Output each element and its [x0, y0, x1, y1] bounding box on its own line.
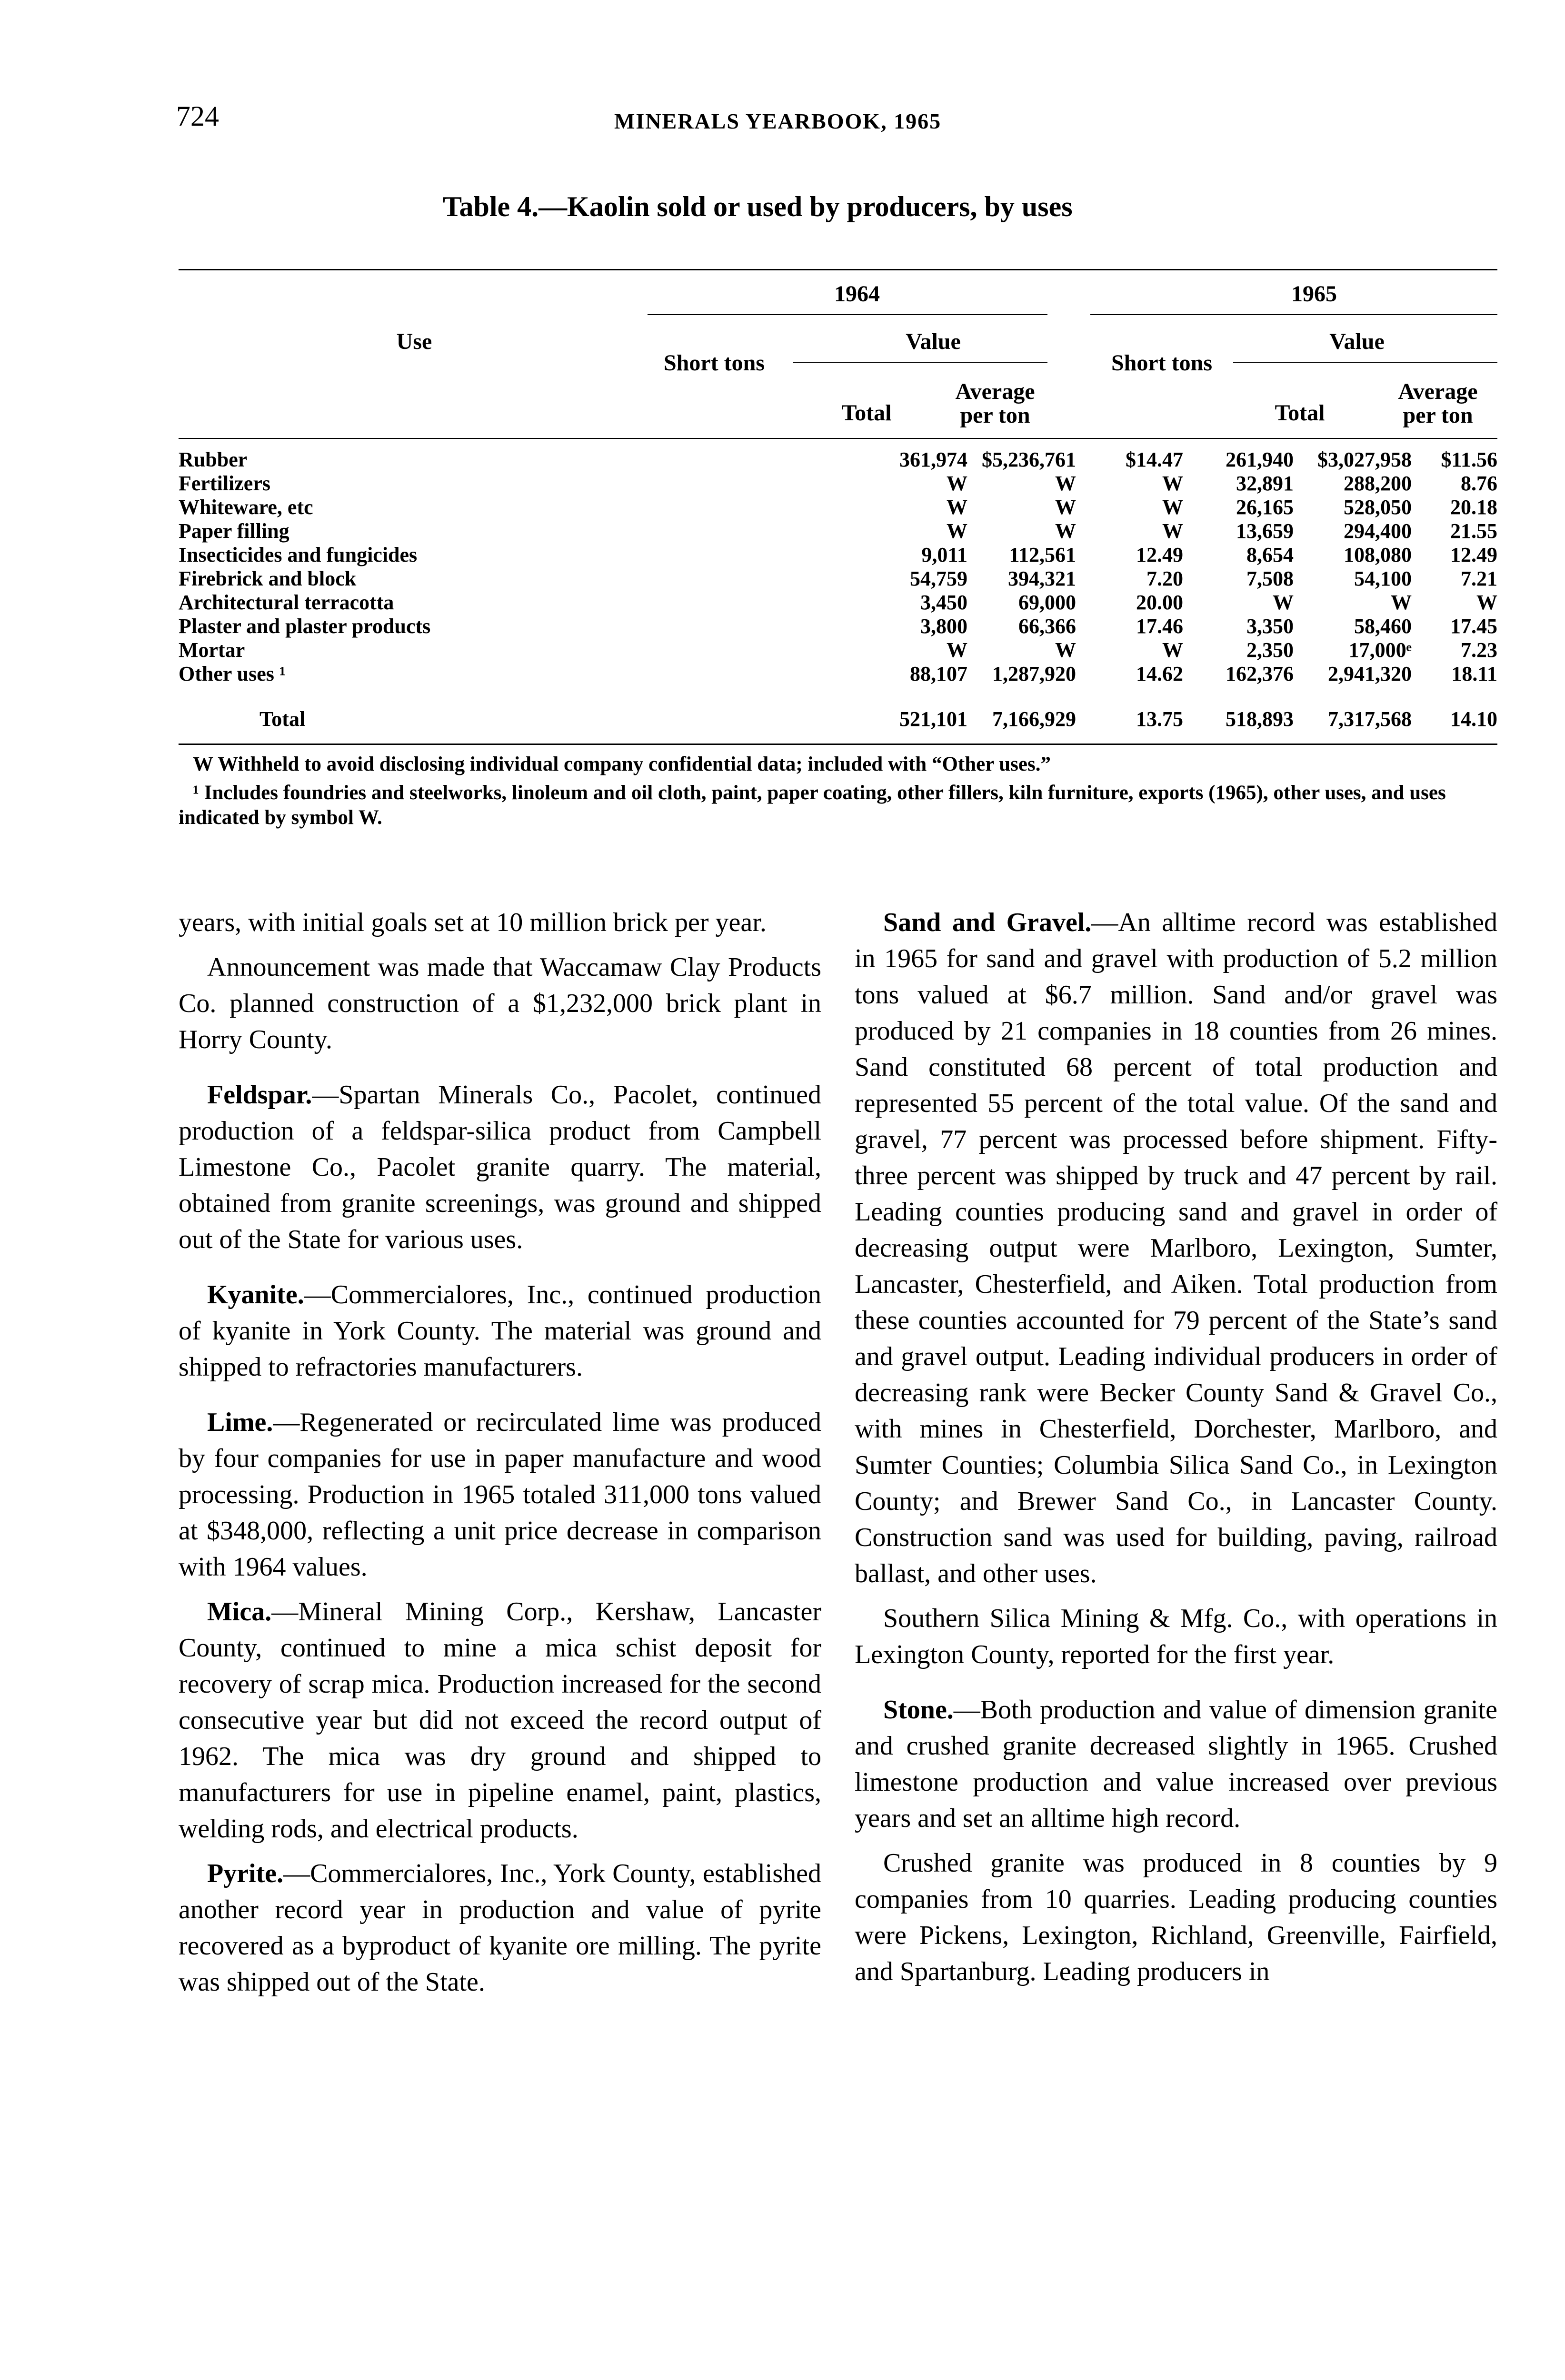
cell-tons-1964: W [947, 519, 967, 543]
kyanite-paragraph [179, 1277, 821, 1385]
left-column [179, 904, 821, 2009]
paragraph-text: —Both production and value of dimension granite and crushed granite decreased slightly in 1965. Crushed limestone production and value increased over previous years and set an alltime high record. [855, 1695, 1497, 1833]
value-1965-header: Value [1329, 329, 1385, 354]
cell-value-1964: W [1055, 472, 1076, 495]
cell-avg-1964: 12.49 [1136, 543, 1183, 566]
value-1964-rule [793, 362, 1047, 363]
cell-value-1964: W [1055, 496, 1076, 519]
cell-avg-1965: 7.21 [1461, 567, 1497, 590]
cell-tons-1965: W [1273, 591, 1294, 614]
paragraph-text: —Spartan Minerals Co., Pacolet, continued production of a feldspar-silica product from Campbell Limestone Co., Pacolet granite quarry. The material, obtained from granite screenings, was ground and shipped out of the State for various uses. [179, 1080, 821, 1254]
cell-tons-1964: W [947, 496, 967, 519]
year-1965-header: 1965 [1291, 281, 1337, 307]
use-header: Use [396, 329, 432, 354]
paragraph-text: —An alltime record was established in 1965 for sand and gravel with production of 5.2 million tons valued at $6.7 million. Sand and/or gravel was produced by 21 companies in 18 counties from 26 mines. Sand constituted 68 percent of total production and represented 55 percent of the total value. Of the sand and gravel, 77 percent was processed before shipment. Fifty-three percent was shipped by truck and 47 percent by rail. Leading counties producing sand and gravel in order of decreasing output were Marlboro, Lexington, Sumter, Lancaster, Chesterfield, and Aiken. Total production from these counties accounted for 79 percent of the State’s sand and gravel output. Leading individual producers in order of decreasing rank were Becker County Sand & Gravel Co., with mines in Chesterfield, Dorchester, Marlboro, and Sumter Counties; Columbia Silica Sand Co., in Lexington County; and Brewer Sand Co., in Lancaster County. Construction sand was used for building, paving, railroad ballast, and other uses. [855, 908, 1497, 1588]
cell-value-1964: W [1055, 519, 1076, 543]
cell-tons-1965: 162,376 [1226, 662, 1294, 685]
cell-avg-1964: 13.75 [1136, 707, 1183, 731]
cell-tons-1964: 3,800 [920, 615, 967, 638]
sand-gravel-paragraph [855, 904, 1497, 1592]
header-bottom-rule [179, 438, 1497, 439]
cell-tons-1965: 8,654 [1246, 543, 1294, 566]
year-1965-rule [1090, 314, 1497, 315]
cell-value-1964: 1,287,920 [992, 662, 1076, 685]
cell-avg-1965: 17.45 [1450, 615, 1497, 638]
row-use: Paper filling [179, 519, 289, 543]
cell-avg-1965: 8.76 [1461, 472, 1497, 495]
cell-avg-1964: $14.47 [1126, 448, 1183, 471]
cell-value-1964: 112,561 [1009, 543, 1076, 566]
cell-value-1965: 528,050 [1344, 496, 1412, 519]
table-row [179, 519, 1497, 544]
cell-value-1965: 7,317,568 [1328, 707, 1412, 731]
cell-avg-1964: 17.46 [1136, 615, 1183, 638]
cell-tons-1965: 26,165 [1236, 496, 1294, 519]
cell-tons-1964: 361,974 [899, 448, 967, 471]
paragraph: Announcement was made that Waccamaw Clay Products Co. planned construction of a $1,232,000 brick plant in Horry County. [179, 952, 821, 1054]
cell-value-1965: 54,100 [1354, 567, 1412, 590]
page-number: 724 [176, 100, 219, 132]
table-bottom-rule [179, 744, 1497, 745]
table-row [179, 614, 1497, 639]
cell-avg-1964: W [1162, 519, 1183, 543]
table-top-rule [179, 269, 1497, 270]
cell-tons-1965: 3,350 [1246, 615, 1294, 638]
right-column [855, 904, 1497, 1998]
cell-tons-1964: W [947, 638, 967, 662]
table-row [179, 566, 1497, 591]
table-row [179, 447, 1497, 472]
paragraph-text: —Mineral Mining Corp., Kershaw, Lancaster County, continued to mine a mica schist deposit for recovery of scrap mica. Production increased for the second consecutive year but did not exceed the record output of 1962. The mica was dry ground and shipped to manufacturers for use in pipeline enamel, paint, plastics, welding rods, and electrical products. [179, 1597, 821, 1844]
cell-value-1964: 7,166,929 [992, 707, 1076, 731]
cell-avg-1964: 14.62 [1136, 662, 1183, 685]
total-1965-header: Total [1275, 400, 1325, 426]
mica-paragraph [179, 1594, 821, 1847]
value-1965-rule [1233, 362, 1497, 363]
section-head: Feldspar. [207, 1080, 312, 1110]
cell-tons-1964: 88,107 [910, 662, 967, 685]
cell-value-1965: 2,941,320 [1328, 662, 1412, 685]
cell-avg-1965: $11.56 [1441, 448, 1497, 471]
table-row [179, 495, 1497, 520]
row-use: Rubber [179, 448, 248, 471]
cell-tons-1964: 54,759 [910, 567, 967, 590]
cell-value-1964: $5,236,761 [982, 448, 1076, 471]
paragraph-text: —Regenerated or recirculated lime was produced by four companies for use in paper manufacture and wood processing. Production in 1965 totaled 311,000 tons valued at $348,000, reflecting a unit price decrease in comparison with 1964 values. [179, 1408, 821, 1582]
cell-avg-1965: 20.18 [1450, 496, 1497, 519]
row-use: Firebrick and block [179, 567, 357, 590]
cell-value-1964: W [1055, 638, 1076, 662]
table-row [179, 662, 1497, 686]
section-head: Lime. [207, 1408, 273, 1437]
cell-avg-1964: 7.20 [1146, 567, 1183, 590]
cell-tons-1965: 518,893 [1226, 707, 1294, 731]
cell-avg-1965: 18.11 [1451, 662, 1497, 685]
cell-value-1964: 394,321 [1008, 567, 1076, 590]
section-head: Pyrite. [207, 1859, 284, 1888]
cell-tons-1965: 261,940 [1226, 448, 1294, 471]
stone-paragraph [855, 1692, 1497, 1836]
section-head: Mica. [207, 1597, 272, 1626]
cell-tons-1964: 521,101 [899, 707, 967, 731]
paragraph-text: —Commercialores, Inc., continued production of kyanite in York County. The material was ground and shipped to refractories manufacturers. [179, 1280, 821, 1382]
cell-avg-1964: W [1162, 496, 1183, 519]
cell-tons-1964: 9,011 [921, 543, 967, 566]
paragraph: Southern Silica Mining & Mfg. Co., with operations in Lexington County, reported for the first year. [855, 1604, 1497, 1669]
cell-tons-1965: 7,508 [1246, 567, 1294, 590]
avg-1964-header-line2: per ton [960, 403, 1030, 428]
feldspar-paragraph [179, 1077, 821, 1258]
running-head: MINERALS YEARBOOK, 1965 [614, 109, 942, 133]
pyrite-paragraph [179, 1855, 821, 2000]
table-note-w: W Withheld to avoid disclosing individual company confidential data; included with “Other uses.” [193, 753, 1051, 775]
avg-1965-header-line1: Average [1398, 379, 1478, 404]
table-title: Table 4.—Kaolin sold or used by producers, by uses [443, 191, 1073, 222]
cell-value-1965: 288,200 [1344, 472, 1412, 495]
row-use: Insecticides and fungicides [179, 543, 418, 566]
row-use: Architectural terracotta [179, 591, 394, 614]
table-total-row [179, 707, 1497, 732]
section-head: Kyanite. [207, 1280, 304, 1309]
row-use: Plaster and plaster products [179, 615, 431, 638]
cell-tons-1965: 2,350 [1246, 638, 1294, 662]
row-use: Mortar [179, 638, 245, 662]
paragraph-text: —Commercialores, Inc., York County, established another record year in production and value of pyrite recovered as a byproduct of kyanite ore milling. The pyrite was shipped out of the State. [179, 1859, 821, 1997]
cell-tons-1964: 3,450 [920, 591, 967, 614]
section-head: Stone. [883, 1695, 954, 1725]
cell-avg-1964: 20.00 [1136, 591, 1183, 614]
cell-tons-1965: 13,659 [1236, 519, 1294, 543]
section-head: Sand and Gravel. [883, 908, 1092, 937]
cell-avg-1965: 7.23 [1461, 638, 1497, 662]
table-footnote-1: ¹ Includes foundries and steelworks, linoleum and oil cloth, paint, paper coating, other fillers, kiln furniture, exports (1965), other uses, and uses indicated by symbol W. [179, 782, 1446, 829]
year-1964-rule [648, 314, 1047, 315]
cell-value-1965: 17,000ᵉ [1348, 638, 1412, 662]
cell-value-1965: W [1391, 591, 1412, 614]
cell-value-1965: 108,080 [1344, 543, 1412, 566]
cell-value-1965: 58,460 [1354, 615, 1412, 638]
cell-tons-1964: W [947, 472, 967, 495]
table-row [179, 543, 1497, 567]
year-1964-header: 1964 [834, 281, 880, 307]
row-use: Whiteware, etc [179, 496, 313, 519]
cell-avg-1965: 21.55 [1450, 519, 1497, 543]
total-label: Total [259, 707, 306, 731]
table-row [179, 590, 1497, 615]
value-1964-header: Value [906, 329, 961, 354]
cell-tons-1965: 32,891 [1236, 472, 1294, 495]
paragraph: Crushed granite was produced in 8 counties by 9 companies from 10 quarries. Leading producing counties were Pickens, Lexington, Richland, Greenville, Fairfield, and Spartanburg. Leading producers in [855, 1848, 1497, 1986]
row-use: Other uses ¹ [179, 662, 286, 685]
avg-1964-header-line1: Average [955, 379, 1035, 404]
table-row [179, 471, 1497, 496]
cell-avg-1965: 14.10 [1450, 707, 1497, 731]
cell-value-1965: $3,027,958 [1317, 448, 1412, 471]
cell-avg-1965: 12.49 [1450, 543, 1497, 566]
paragraph: years, with initial goals set at 10 million brick per year. [179, 908, 767, 937]
short-tons-1965-header: Short tons [1111, 350, 1213, 376]
total-1964-header: Total [841, 400, 892, 426]
table-row [179, 638, 1497, 663]
cell-value-1964: 69,000 [1018, 591, 1076, 614]
cell-value-1965: 294,400 [1344, 519, 1412, 543]
row-use: Fertilizers [179, 472, 270, 495]
cell-avg-1965: W [1476, 591, 1497, 614]
avg-1965-header-line2: per ton [1403, 403, 1473, 428]
lime-paragraph [179, 1404, 821, 1585]
cell-avg-1964: W [1162, 638, 1183, 662]
short-tons-1964-header: Short tons [663, 350, 765, 376]
cell-value-1964: 66,366 [1018, 615, 1076, 638]
cell-avg-1964: W [1162, 472, 1183, 495]
